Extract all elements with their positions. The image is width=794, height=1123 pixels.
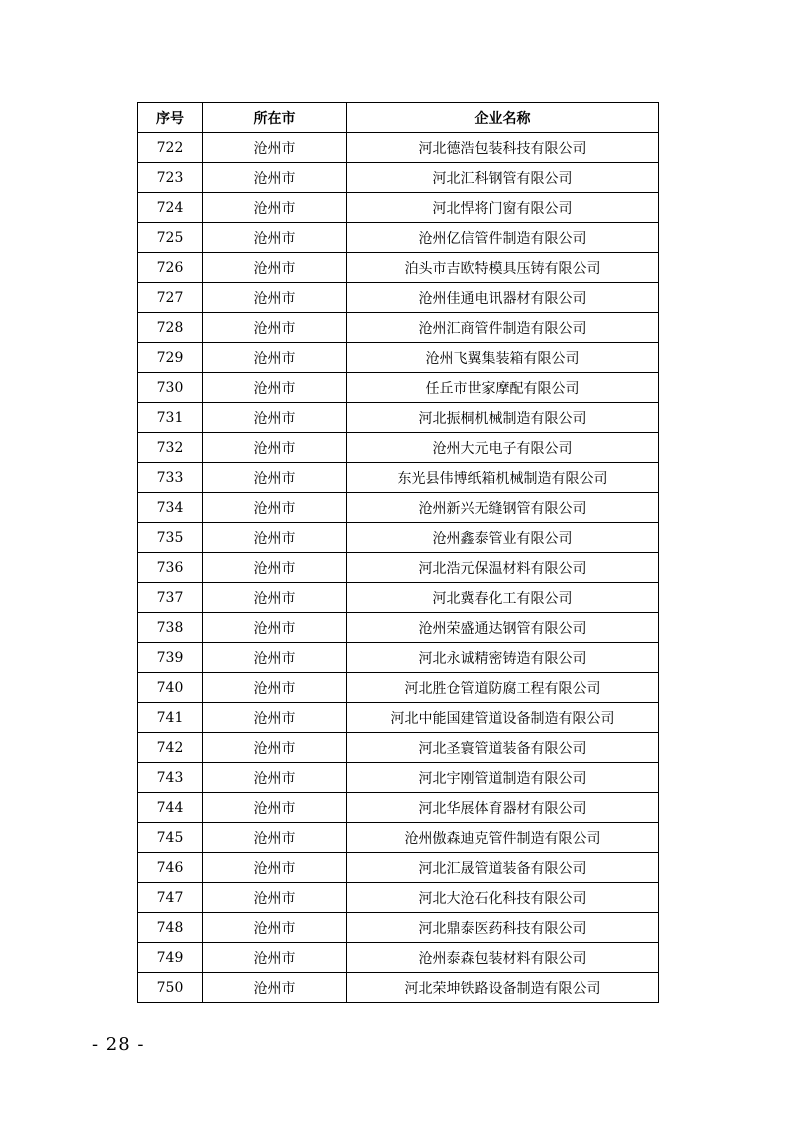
table-row — [138, 403, 659, 433]
cell-company-name: 河北华展体育器材有限公司 — [347, 793, 659, 823]
table-row — [138, 463, 659, 493]
cell-company-name: 河北汇科钢管有限公司 — [347, 163, 659, 193]
cell-city: 沧州市 — [203, 583, 347, 613]
table-row — [138, 133, 659, 163]
cell-serial-number: 742 — [138, 733, 203, 763]
table-body — [138, 133, 659, 1003]
cell-company-name: 河北德浩包装科技有限公司 — [347, 133, 659, 163]
table-row — [138, 253, 659, 283]
cell-company-name: 河北大沧石化科技有限公司 — [347, 883, 659, 913]
cell-city: 沧州市 — [203, 613, 347, 643]
cell-serial-number: 744 — [138, 793, 203, 823]
cell-city: 沧州市 — [203, 643, 347, 673]
cell-city: 沧州市 — [203, 133, 347, 163]
cell-city: 沧州市 — [203, 433, 347, 463]
cell-serial-number: 739 — [138, 643, 203, 673]
cell-serial-number: 732 — [138, 433, 203, 463]
cell-city: 沧州市 — [203, 253, 347, 283]
cell-city: 沧州市 — [203, 733, 347, 763]
cell-serial-number: 743 — [138, 763, 203, 793]
cell-city: 沧州市 — [203, 913, 347, 943]
cell-serial-number: 730 — [138, 373, 203, 403]
cell-serial-number: 734 — [138, 493, 203, 523]
cell-city: 沧州市 — [203, 823, 347, 853]
header-city: 所在市 — [203, 103, 347, 133]
table-row — [138, 763, 659, 793]
cell-serial-number: 728 — [138, 313, 203, 343]
cell-city: 沧州市 — [203, 883, 347, 913]
cell-serial-number: 750 — [138, 973, 203, 1003]
cell-serial-number: 741 — [138, 703, 203, 733]
table-row — [138, 343, 659, 373]
table-row — [138, 163, 659, 193]
table-row — [138, 523, 659, 553]
table-row — [138, 313, 659, 343]
cell-serial-number: 724 — [138, 193, 203, 223]
cell-city: 沧州市 — [203, 403, 347, 433]
cell-company-name: 河北宇刚管道制造有限公司 — [347, 763, 659, 793]
table-row — [138, 283, 659, 313]
cell-company-name: 东光县伟博纸箱机械制造有限公司 — [347, 463, 659, 493]
cell-city: 沧州市 — [203, 853, 347, 883]
cell-serial-number: 733 — [138, 463, 203, 493]
cell-company-name: 河北汇晟管道装备有限公司 — [347, 853, 659, 883]
cell-serial-number: 740 — [138, 673, 203, 703]
table-row — [138, 553, 659, 583]
enterprise-list-table — [137, 102, 659, 1003]
table-row — [138, 913, 659, 943]
cell-serial-number: 722 — [138, 133, 203, 163]
cell-company-name: 河北中能国建管道设备制造有限公司 — [347, 703, 659, 733]
cell-company-name: 沧州泰森包装材料有限公司 — [347, 943, 659, 973]
table-row — [138, 883, 659, 913]
cell-city: 沧州市 — [203, 793, 347, 823]
header-serial-number: 序号 — [138, 103, 203, 133]
table-row — [138, 643, 659, 673]
cell-company-name: 河北圣寰管道装备有限公司 — [347, 733, 659, 763]
cell-serial-number: 748 — [138, 913, 203, 943]
cell-city: 沧州市 — [203, 193, 347, 223]
cell-serial-number: 745 — [138, 823, 203, 853]
table-row — [138, 853, 659, 883]
cell-company-name: 河北鼎泰医药科技有限公司 — [347, 913, 659, 943]
cell-serial-number: 747 — [138, 883, 203, 913]
cell-serial-number: 749 — [138, 943, 203, 973]
cell-company-name: 任丘市世家摩配有限公司 — [347, 373, 659, 403]
cell-company-name: 河北悍将门窗有限公司 — [347, 193, 659, 223]
table-row — [138, 493, 659, 523]
cell-serial-number: 723 — [138, 163, 203, 193]
cell-city: 沧州市 — [203, 523, 347, 553]
cell-company-name: 河北振桐机械制造有限公司 — [347, 403, 659, 433]
cell-company-name: 沧州汇商管件制造有限公司 — [347, 313, 659, 343]
cell-city: 沧州市 — [203, 463, 347, 493]
cell-company-name: 沧州飞翼集装箱有限公司 — [347, 343, 659, 373]
table-row — [138, 613, 659, 643]
cell-city: 沧州市 — [203, 763, 347, 793]
cell-serial-number: 727 — [138, 283, 203, 313]
cell-company-name: 河北冀春化工有限公司 — [347, 583, 659, 613]
cell-serial-number: 746 — [138, 853, 203, 883]
table-row — [138, 943, 659, 973]
cell-company-name: 沧州新兴无缝钢管有限公司 — [347, 493, 659, 523]
cell-company-name: 沧州大元电子有限公司 — [347, 433, 659, 463]
cell-company-name: 泊头市吉欧特模具压铸有限公司 — [347, 253, 659, 283]
cell-company-name: 沧州佳通电讯器材有限公司 — [347, 283, 659, 313]
cell-company-name: 河北荣坤铁路设备制造有限公司 — [347, 973, 659, 1003]
table-row — [138, 973, 659, 1003]
cell-serial-number: 737 — [138, 583, 203, 613]
cell-company-name: 沧州鑫泰管业有限公司 — [347, 523, 659, 553]
cell-company-name: 沧州荣盛通达钢管有限公司 — [347, 613, 659, 643]
cell-company-name: 河北胜仓管道防腐工程有限公司 — [347, 673, 659, 703]
cell-city: 沧州市 — [203, 673, 347, 703]
table-row — [138, 703, 659, 733]
cell-serial-number: 736 — [138, 553, 203, 583]
header-company-name: 企业名称 — [347, 103, 659, 133]
table-row — [138, 583, 659, 613]
cell-city: 沧州市 — [203, 223, 347, 253]
cell-city: 沧州市 — [203, 973, 347, 1003]
table-row — [138, 223, 659, 253]
cell-company-name: 沧州亿信管件制造有限公司 — [347, 223, 659, 253]
cell-city: 沧州市 — [203, 163, 347, 193]
table-row — [138, 823, 659, 853]
table-header-row — [138, 103, 659, 133]
cell-serial-number: 726 — [138, 253, 203, 283]
cell-city: 沧州市 — [203, 313, 347, 343]
cell-city: 沧州市 — [203, 373, 347, 403]
cell-company-name: 沧州傲森迪克管件制造有限公司 — [347, 823, 659, 853]
cell-city: 沧州市 — [203, 703, 347, 733]
table-row — [138, 373, 659, 403]
cell-city: 沧州市 — [203, 343, 347, 373]
cell-city: 沧州市 — [203, 493, 347, 523]
table-row — [138, 433, 659, 463]
table-row — [138, 193, 659, 223]
cell-serial-number: 731 — [138, 403, 203, 433]
table-row — [138, 733, 659, 763]
cell-serial-number: 735 — [138, 523, 203, 553]
cell-city: 沧州市 — [203, 943, 347, 973]
cell-company-name: 河北浩元保温材料有限公司 — [347, 553, 659, 583]
cell-company-name: 河北永诚精密铸造有限公司 — [347, 643, 659, 673]
cell-serial-number: 729 — [138, 343, 203, 373]
cell-city: 沧州市 — [203, 553, 347, 583]
cell-serial-number: 738 — [138, 613, 203, 643]
table-row — [138, 673, 659, 703]
cell-city: 沧州市 — [203, 283, 347, 313]
page-number: - 28 - — [92, 1034, 145, 1055]
table-row — [138, 793, 659, 823]
cell-serial-number: 725 — [138, 223, 203, 253]
